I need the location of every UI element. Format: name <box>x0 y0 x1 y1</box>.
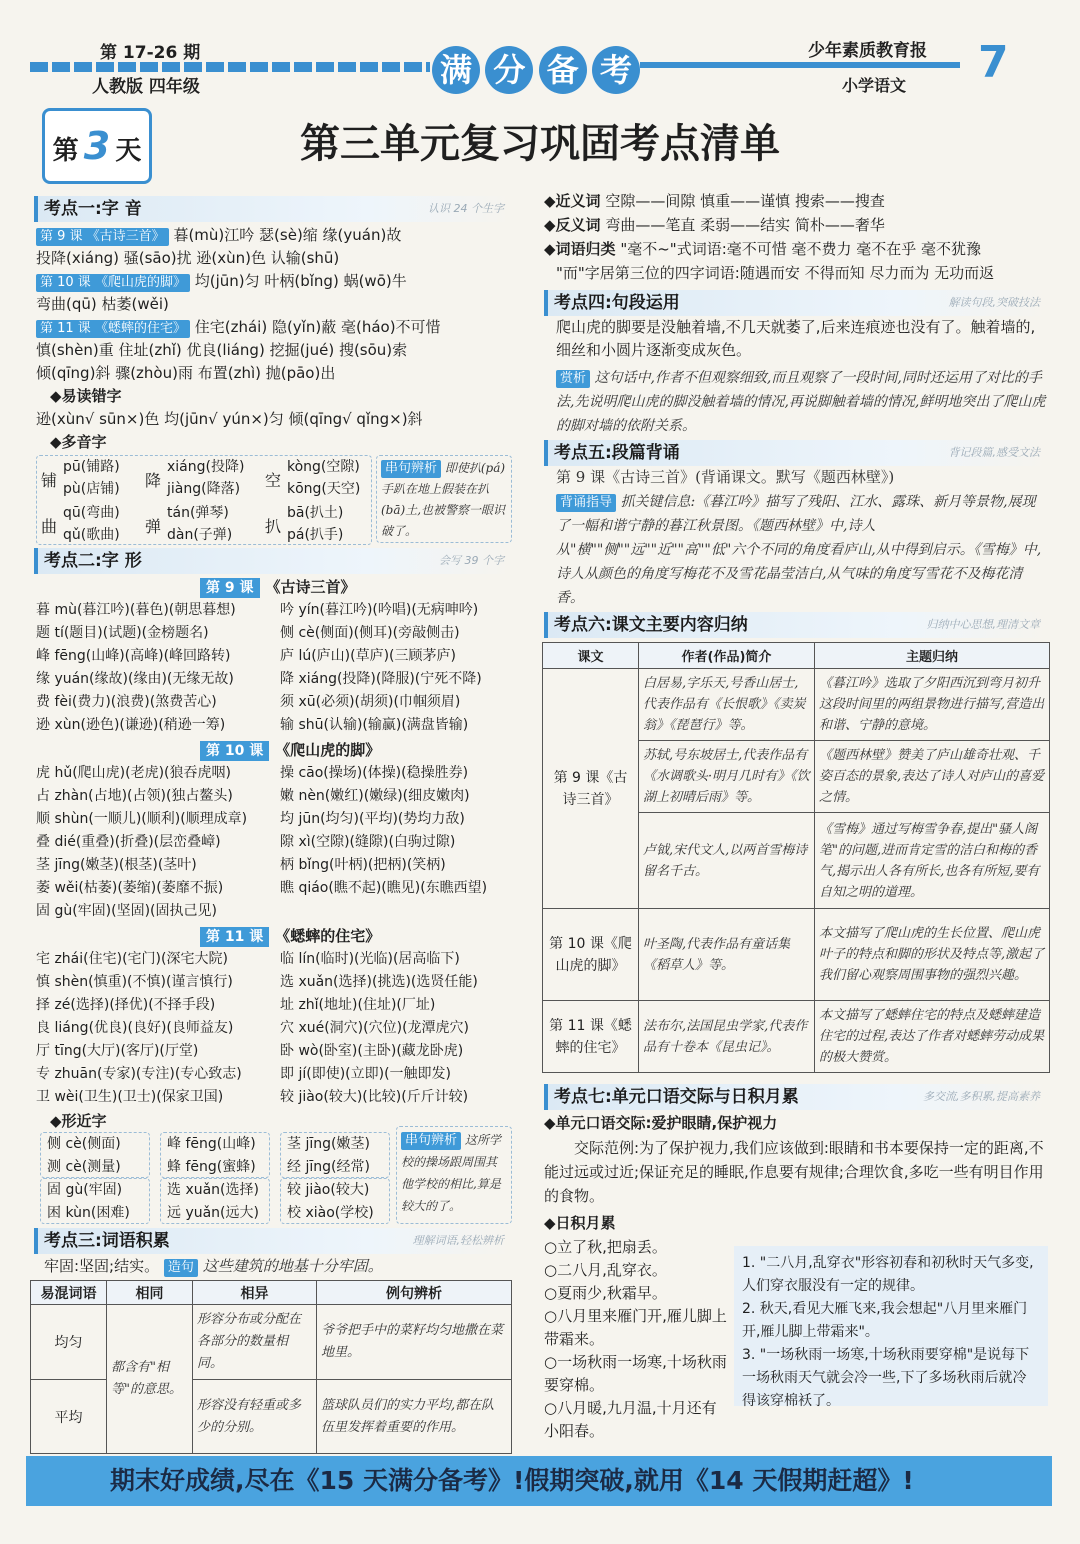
table-header: 例句辨析 <box>317 1281 512 1305</box>
duoyin-item: 弹 tán(弹琴) dàn(子弹) <box>145 505 233 543</box>
char-entry: 固 gù(牢固)(坚固)(固执己见) <box>36 903 217 919</box>
k3-title: 考点三:词语积累 理解词语,轻松辨析 <box>34 1228 512 1254</box>
char-entry: 良 liáng(优良)(良好)(良师益友) <box>36 1020 234 1036</box>
fanyi-line: ◆反义词 弯曲——笔直 柔弱——结实 简朴——奢华 <box>544 216 885 234</box>
lesson-heading: 第 11 课 《蟋蟀的住宅》 <box>200 925 380 948</box>
k4-title: 考点四:句段运用 解读句段,突破技法 <box>544 290 1048 316</box>
proverb-item: ○八月里来雁门开,雁儿脚上带霜来。 <box>544 1307 727 1348</box>
table-header: 相异 <box>193 1281 317 1305</box>
k4-note: 赏析 这句话中,作者不但观察细致,而且观察了一段时间,同时还运用了对比的手法,先说明爬山虎的脚没触着墙的情况,再说脚触着墙的情况,鲜明地突出了爬山虎的脚对墙的依附关系。 <box>556 370 1046 434</box>
k1-line: 投降(xiáng) 骚(sāo)扰 逊(xùn)色 认输(shū) <box>36 249 340 267</box>
char-entry: 吟 yín(暮江吟)(吟唱)(无病呻吟) <box>280 602 479 618</box>
proverb-item: ○一场秋雨一场寒,十场秋雨要穿棉。 <box>544 1353 727 1394</box>
char-entry: 柄 bǐng(叶柄)(把柄)(笑柄) <box>280 857 446 873</box>
riji-note: 2. 秋天,看见大雁飞来,我会想起"八月里来雁门开,雁儿脚上带霜来"。 <box>742 1301 1028 1340</box>
k1-line: 第 10 课 《爬山虎的脚》 均(jūn)匀 叶柄(bǐng) 蜗(wō)牛 <box>36 270 407 293</box>
edition: 人教版 四年级 <box>92 77 200 97</box>
k1-line: 弯曲(qū) 枯萎(wěi) <box>36 295 169 313</box>
proverb-item: ○夏雨少,秋霜早。 <box>544 1284 667 1302</box>
riji-note: 3. "一场秋雨一场寒,十场秋雨要穿棉"是说每下一场秋雨天气就会冷一些,下了多场秋雨后就冷得该穿棉袄了。 <box>742 1347 1030 1409</box>
char-entry: 侧 cè(侧面)(侧耳)(旁敲侧击) <box>280 625 460 641</box>
char-entry: 占 zhàn(占地)(占领)(独占鳌头) <box>36 788 233 804</box>
day-prefix: 第 <box>52 136 79 166</box>
header <box>0 0 1080 100</box>
char-entry: 缘 yuán(缘故)(缘由)(无缘无故) <box>36 671 234 687</box>
k5-line: 第 9 课《古诗三首》(背诵课文。默写《题西林壁》) <box>556 468 895 486</box>
char-entry: 隙 xì(空隙)(缝隙)(白驹过隙) <box>280 834 456 850</box>
riji-title: ◆日积月累 <box>544 1214 616 1232</box>
xingjin-item: 较 jiào(较大) 校 xiào(学校) <box>280 1178 390 1224</box>
brand-logo <box>432 46 640 100</box>
lesson-heading: 第 9 课 《古诗三首》 <box>200 576 356 599</box>
char-entry: 均 jūn(均匀)(平均)(势均力敌) <box>280 811 465 827</box>
duoyin-item: 降 xiáng(投降) jiàng(降落) <box>145 459 245 497</box>
char-entry: 顺 shùn(一顺儿)(顺利)(顺理成章) <box>36 811 248 827</box>
k1-line: 第 11 课 《蟋蟀的住宅》 住宅(zhái) 隐(yǐn)蔽 毫(háo)不可惜 <box>36 316 441 339</box>
table-header: 易混词语 <box>31 1281 107 1305</box>
table-header: 课文 <box>543 643 639 669</box>
table-row: 卢钺,宋代文人,以两首雪梅诗留名千古。 《雪梅》通过写梅雪争春,提出"骚人阁笔"的问题,进而肯定雪的洁白和梅的香气,揭示出人各有所长,也各有所短,要有自知之明的道理。 <box>543 813 1050 909</box>
k5-note: 背诵指导 抓关键信息:《暮江吟》描写了残阳、江水、露珠、新月等景物,展现了一幅和谐宁静的暮江秋景图。《题西林壁》中,诗人从"横""侧""远""近""高""低"六个不同的角度看庐山,从中得到启示。《雪梅》中,诗人从颜色的角度写梅花不及雪花晶莹洁白,从气味的角度写雪花不及梅花清香。 <box>556 494 1042 606</box>
paper-name: 少年素质教育报 <box>808 41 927 61</box>
xingjin-item: 固 gù(牢固) 困 kùn(困难) <box>40 1178 150 1224</box>
char-entry: 即 jí(即使)(立即)(一触即发) <box>280 1066 452 1082</box>
duoyin-item: 铺 pū(铺路) pù(店铺) <box>41 459 120 497</box>
duoyin-box <box>36 455 372 545</box>
oral-title: ◆单元口语交际:爱护眼睛,保护视力 <box>544 1114 778 1132</box>
table-row: 苏轼,号东坡居士,代表作品有《水调歌头·明月几时有》《饮湖上初晴后雨》等。 《题西林壁》赞美了庐山雄奇壮观、千姿百态的景象,表达了诗人对庐山的喜爱之情。 <box>543 741 1050 813</box>
page-number: 7 <box>978 37 1009 88</box>
char-entry: 临 lín(临时)(光临)(居高临下) <box>280 951 460 967</box>
char-entry: 宅 zhái(住宅)(宅门)(深宅大院) <box>36 951 228 967</box>
char-entry: 择 zé(选择)(择优)(不择手段) <box>36 997 216 1013</box>
char-entry: 厅 tīng(大厅)(客厅)(厅堂) <box>36 1043 199 1059</box>
char-entry: 较 jiào(较大)(比较)(斤斤计较) <box>280 1089 469 1105</box>
lesson-tag: 第 10 课 《爬山虎的脚》 <box>36 274 190 292</box>
table-row: 第 11 课《蟋蟀的住宅》 法布尔,法国昆虫学家,代表作品有十卷本《昆虫记》。 本文描写了蟋蟀住宅的特点及蟋蟀建造住宅的过程,表达了作者对蟋蟀劳动成果的极大赞赏。 <box>543 1001 1050 1073</box>
k4-para: 爬山虎的脚要是没触着墙,不几天就萎了,后来连痕迹也没有了。触着墙的,细丝和小圆片逐渐变成灰色。 <box>556 318 1036 359</box>
char-entry: 虎 hǔ(爬山虎)(老虎)(狼吞虎咽) <box>36 765 231 781</box>
char-entry: 慎 shèn(慎重)(不慎)(谨言慎行) <box>36 974 233 990</box>
day-number: 3 <box>83 124 111 168</box>
char-entry: 费 fèi(费力)(浪费)(煞费苦心) <box>36 694 217 710</box>
char-entry: 卧 wò(卧室)(主卧)(藏龙卧虎) <box>280 1043 464 1059</box>
lesson-tag: 第 11 课 《蟋蟀的住宅》 <box>36 320 190 338</box>
lesson-heading: 第 10 课 《爬山虎的脚》 <box>200 739 380 762</box>
lesson-tag: 第 9 课 《古诗三首》 <box>36 228 169 246</box>
table-header: 作者(作品)简介 <box>639 643 815 669</box>
xingjin-item: 峰 fēng(山峰) 蜂 fēng(蜜蜂) <box>160 1132 270 1178</box>
brand-char: 考 <box>592 46 640 94</box>
k5-title: 考点五:段篇背诵 背记段篇,感受文法 <box>544 440 1048 466</box>
day-badge <box>42 108 152 184</box>
char-entry: 卫 wèi(卫生)(卫士)(保家卫国) <box>36 1089 224 1105</box>
page-title: 第三单元复习巩固考点清单 <box>300 121 780 167</box>
char-entry: 逊 xùn(逊色)(谦逊)(稍逊一筹) <box>36 717 226 733</box>
k1-line: 倾(qīng)斜 骤(zhòu)雨 布置(zhì) 抛(pāo)出 <box>36 364 336 382</box>
subject: 小学语文 <box>842 76 907 95</box>
char-entry: 选 xuǎn(选择)(挑选)(选贤任能) <box>280 974 478 990</box>
duoyin-item: 曲 qū(弯曲) qǔ(歌曲) <box>41 505 120 543</box>
duoyin-item: 空 kòng(空隙) kōng(天空) <box>265 459 361 497</box>
xingjin-title: ◆形近字 <box>50 1112 107 1130</box>
confusable-table <box>30 1280 512 1454</box>
proverb-list <box>544 1236 728 1443</box>
char-entry: 暮 mù(暮江吟)(暮色)(朝思暮想) <box>36 602 236 618</box>
char-entry: 输 shū(认输)(输赢)(满盘皆输) <box>280 717 469 733</box>
proverb-item: ○立了秋,把扇丢。 <box>544 1238 667 1256</box>
table-header: 相同 <box>107 1281 193 1305</box>
header-rule-left <box>30 62 430 72</box>
xingjin-item: 茎 jīng(嫩茎) 经 jīng(经常) <box>280 1132 390 1178</box>
jinyi-line: ◆近义词 空隙——间隙 慎重——谨慎 搜索——搜查 <box>544 192 885 210</box>
char-entry: 瞧 qiáo(瞧不起)(瞧见)(东瞧西望) <box>280 880 488 896</box>
k2-title: 考点二:字 形 会写 39 个字 <box>34 548 512 574</box>
char-entry: 操 cāo(操场)(体操)(稳操胜券) <box>280 765 469 781</box>
issue: 第 17-26 期 <box>100 43 201 63</box>
duoyin-title: ◆多音字 <box>50 433 107 451</box>
duoyin-note: 串句辨析 即使扒(pá)手趴在地上假装在扒(bā)土,也被警察一眼识破了。 <box>376 455 512 543</box>
xingjin-item: 选 xuǎn(选择) 远 yuǎn(远大) <box>160 1178 270 1224</box>
char-entry: 庐 lú(庐山)(草庐)(三顾茅庐) <box>280 648 456 664</box>
table-row: 第 9 课《古诗三首》 白居易,字乐天,号香山居士,代表作品有《长恨歌》《卖炭翁》《琵琶行》等。 《暮江吟》选取了夕阳西沉到弯月初升这段时间里的两组景物进行描写,营造出和谐、宁静的意境。 <box>543 669 1050 741</box>
table-row: 平均 形容没有轻重或多少的分别。 篮球队员们的实力平均,都在队伍里发挥着重要的作用。 <box>31 1380 512 1454</box>
table-header: 主题归纳 <box>815 643 1050 669</box>
xingjin-note: 串句辨析 这所学校的操场跟周围其他学校的相比,算是较大的了。 <box>396 1126 512 1224</box>
summary-table <box>542 642 1050 1073</box>
guilei-line: ◆词语归类 "毫不~"式词语:毫不可惜 毫不费力 毫不在乎 毫不犹豫 <box>544 240 982 258</box>
footer-banner: 期末好成绩,尽在《15 天满分备考》!假期突破,就用《14 天假期赶超》! <box>26 1456 1052 1506</box>
duoyin-item: 扒 bā(扒土) pá(扒手) <box>265 505 344 543</box>
table-row: 第 10 课《爬山虎的脚》 叶圣陶,代表作品有童话集《稻草人》等。 本文描写了爬山虎的生长位置、爬山虎叶子的特点和脚的形状及特点等,激起了我们留心观察周围事物的强烈兴趣。 <box>543 909 1050 1001</box>
riji-notes <box>734 1246 1048 1409</box>
k1-title: 考点一:字 音 认识 24 个生字 <box>34 196 512 222</box>
k7-title: 考点七:单元口语交际与日积月累 多交流,多积累,提高素养 <box>544 1084 1048 1110</box>
char-entry: 降 xiáng(投降)(降服)(宁死不降) <box>280 671 482 687</box>
proverb-item: ○八月暖,九月温,十月还有小阳春。 <box>544 1399 717 1440</box>
k1-line: 第 9 课 《古诗三首》 暮(mù)江吟 瑟(sè)缩 缘(yuán)故 <box>36 224 401 247</box>
char-entry: 题 tí(题目)(试题)(金榜题名) <box>36 625 209 641</box>
yidu-title: ◆易读错字 <box>50 387 122 405</box>
char-entry: 萎 wěi(枯萎)(萎缩)(萎靡不振) <box>36 880 224 896</box>
riji-note: 1. "二八月,乱穿衣"形容初春和初秋时天气多变,人们穿衣服没有一定的规律。 <box>742 1255 1034 1294</box>
day-suffix: 天 <box>115 136 142 166</box>
brand-char: 分 <box>485 46 533 94</box>
char-entry: 嫩 nèn(嫩红)(嫩绿)(细皮嫩肉) <box>280 788 470 804</box>
proverb-item: ○二八月,乱穿衣。 <box>544 1261 667 1279</box>
guilei-line2: "而"字居第三位的四字词语:随遇而安 不得而知 尽力而为 无功而返 <box>556 264 995 282</box>
table-row: 均匀 都含有"相等"的意思。 形容分布或分配在各部分的数量相同。 爷爷把手中的菜籽均匀地撒在菜地里。 <box>31 1305 512 1380</box>
xingjin-item: 侧 cè(侧面) 测 cè(测量) <box>40 1132 150 1178</box>
char-entry: 专 zhuān(专家)(专注)(专心致志) <box>36 1066 242 1082</box>
char-entry: 址 zhǐ(地址)(住址)(厂址) <box>280 997 436 1013</box>
k6-title: 考点六:课文主要内容归纳 归纳中心思想,理清文章 <box>544 612 1048 638</box>
char-entry: 峰 fēng(山峰)(高峰)(峰回路转) <box>36 648 231 664</box>
char-entry: 须 xū(必须)(胡须)(巾帼须眉) <box>280 694 461 710</box>
yidu-line: 逊(xùn√ sūn×)色 均(jūn√ yún×)匀 倾(qīng√ qǐng×)斜 <box>36 410 423 428</box>
char-entry: 茎 jīng(嫩茎)(根茎)(茎叶) <box>36 857 197 873</box>
brand-char: 满 <box>432 46 480 94</box>
k3-synonym: 牢固:坚固;结实。 造句 这些建筑的地基十分牢固。 <box>44 1257 383 1275</box>
k1-line: 慎(shèn)重 住址(zhǐ) 优良(liáng) 挖掘(jué) 搜(sōu)索 <box>36 341 408 359</box>
char-entry: 穴 xué(洞穴)(穴位)(龙潭虎穴) <box>280 1020 469 1036</box>
xingjin-box <box>40 1132 390 1224</box>
char-entry: 叠 dié(重叠)(折叠)(层峦叠嶂) <box>36 834 221 850</box>
oral-text: 交际范例:为了保护视力,我们应该做到:眼睛和书本要保持一定的距离,不能过远或过近;保证充足的睡眠,作息要有规律;合理饮食,多吃一些有明目作用的食物。 <box>544 1139 1044 1205</box>
brand-char: 备 <box>539 46 587 94</box>
